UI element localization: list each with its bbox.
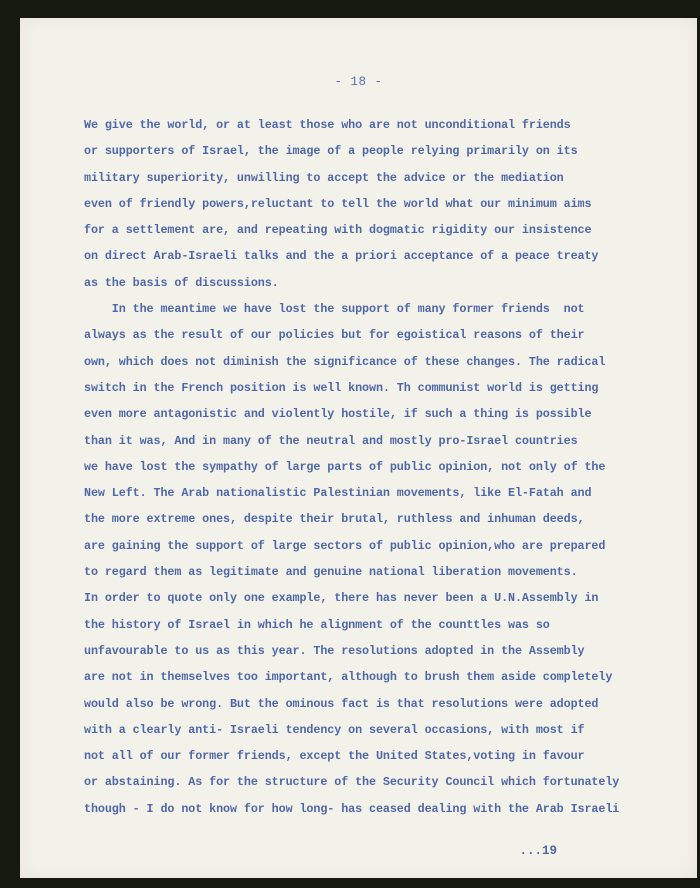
- text-line: the more extreme ones, despite their brutal, ruthless and inhuman deeds,: [84, 512, 585, 527]
- text-line: would also be wrong. But the ominous fact is that resolutions were adopted: [84, 696, 599, 711]
- text-line: to regard them as legitimate and genuine national liberation movements.: [84, 565, 578, 580]
- page-number: - 18 -: [334, 75, 383, 89]
- typewritten-page: [20, 18, 697, 878]
- continuation-marker: ...19: [519, 844, 557, 858]
- text-line: than it was, And in many of the neutral and mostly pro-Israel countries: [84, 433, 578, 448]
- text-line: the history of Israel in which he alignment of the counttles was so: [84, 617, 550, 632]
- text-line: unfavourable to us as this year. The resolutions adopted in the Assembly: [84, 643, 585, 658]
- text-line: though - I do not know for how long- has ceased dealing with the Arab Israeli: [84, 801, 620, 816]
- text-line: switch in the French position is well known. Th communist world is getting: [84, 380, 599, 395]
- text-line: are not in themselves too important, although to brush them aside completely: [84, 670, 613, 685]
- text-line: New Left. The Arab nationalistic Palestinian movements, like El-Fatah and: [84, 486, 592, 501]
- text-line: own, which does not diminish the significance of these changes. The radical: [84, 354, 606, 369]
- text-line: always as the result of our policies but for egoistical reasons of their: [84, 328, 585, 343]
- text-line: even of friendly powers,reluctant to tell the world what our minimum aims: [84, 196, 592, 211]
- text-line: are gaining the support of large sectors of public opinion,who are prepared: [84, 538, 606, 553]
- text-line: or supporters of Israel, the image of a people relying primarily on its: [84, 144, 578, 159]
- text-line: with a clearly anti- Israeli tendency on several occasions, with most if: [84, 722, 585, 737]
- text-line: for a settlement are, and repeating with dogmatic rigidity our insistence: [84, 223, 592, 238]
- text-line: even more antagonistic and violently hostile, if such a thing is possible: [84, 407, 592, 422]
- text-line: we have lost the sympathy of large parts of public opinion, not only of the: [84, 459, 606, 474]
- text-line: on direct Arab-Israeli talks and the a priori acceptance of a peace treaty: [84, 249, 599, 264]
- text-line: not all of our former friends, except the United States,voting in favour: [84, 749, 585, 764]
- text-line: We give the world, or at least those who are not unconditional friends: [84, 118, 571, 132]
- text-line: as the basis of discussions.: [84, 275, 279, 290]
- text-line: or abstaining. As for the structure of the Security Council which fortunately: [84, 775, 620, 790]
- text-line: In order to quote only one example, there has never been a U.N.Assembly in: [84, 591, 599, 606]
- body-text: [84, 112, 694, 822]
- text-line: military superiority, unwilling to accept the advice or the mediation: [84, 170, 564, 185]
- text-line: In the meantime we have lost the support of many former friends not: [84, 302, 585, 317]
